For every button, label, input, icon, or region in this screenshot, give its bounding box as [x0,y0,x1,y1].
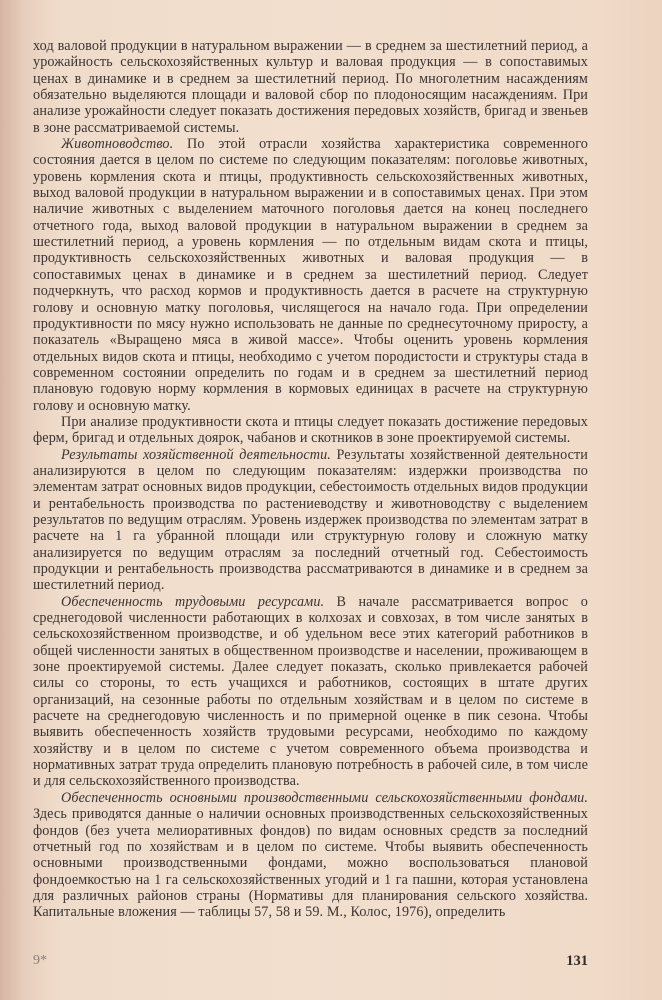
page-footer [33,953,588,970]
paragraph-text: Здесь приводятся данные о наличии основных производственных сельскохозяйственных фондов (без учета мелиоративных фондов) по видам основных средств за последний отчетный год по хозяйствам и в целом по системе. Чтобы выявить обеспеченность основными производственными фондами, можно воспользоваться плановой фондоемкостью на 1 га сельскохозяйственных угодий и 1 га пашни, которая установлена для различных районов страны (Нормативы для планирования сельского хозяйства. Капитальные вложения — таблицы 57, 58 и 59. М., Колос, 1976), определить [33,806,588,921]
paragraph-heading: Результаты хозяйственной деятельности. [61,446,331,463]
paragraph-heading: Животноводство. [61,136,174,153]
paragraph-heading: Обеспеченность трудовыми ресурсами. [61,593,325,610]
paragraph-text: Результаты хозяйственной деятельности анализируются в целом по следующим показателям: издержки производства по элементам затрат основных видов продукции, себестоимость отдельных видов продукции и рентабельность производства по растениеводству и животноводству с выделением результатов по ведущим отраслям. Уровень издержек производства по элементам затрат в расчете на 1 га убранной площади или структурную голову и сложную матку анализируется по ведущим отраслям за последний отчетный год. Себестоимость продукции и рентабельность производства рассматриваются в динамике и в среднем за шестилетний период. [33,446,589,594]
page-body [33,38,588,921]
paragraph-livestock [33,136,588,414]
page-number: 131 [566,953,588,969]
paragraph-productivity-analysis [33,414,588,447]
paragraph-fixed-assets [33,790,588,921]
paragraph-text: В начале рассматривается вопрос о среднегодовой численности работающих в колхозах и совхозах, в том числе занятых в сельскохозяйственном производстве, и об удельном весе этих категорий работников в общей численности занятых в общественном производстве и населении, проживающем в зоне проектируемой системы. Далее следует показать, сколько привлекается рабочей силы со стороны, то есть учащихся и работников, состоящих в штате других организаций, на сезонные работы по отдельным хозяйствам и в целом по системе в расчете на среднегодовую численность и по примерной оценке в пик сезона. Чтобы выявить обеспеченность хозяйств трудовыми ресурсами, необходимо по каждому хозяйству и в целом по системе с учетом современного объема производства и нормативных затрат труда определить плановую потребность в рабочей силе, в том числе и для сельскохозяйственного производства. [33,593,588,790]
paragraph-text: По этой отрасли хозяйства характеристика современного состояния дается в целом по системе по следующим показателям: поголовье животных, уровень кормления скота и птицы, продуктивность сельскохозяйственных животных, выход валовой продукции в натуральном выражении и в сопоставимых ценах. При этом наличие животных с выделением маточного поголовья дается на конец последнего отчетного года, выход валовой продукции в натуральном выражении в среднем за шестилетний период, а уровень кормления — по отдельным видам скота и птицы, продуктивность сельскохозяйственных животных и валовая продукция — в сопоставимых ценах в динамике и в среднем за шестилетний период. Следует подчеркнуть, что расход кормов и продуктивность дается в расчете на структурную голову и основную матку поголовья, числящегося на начало года. При определении продуктивности по мясу нужно использовать не данные по среднесуточному приросту, а показатель «Выращено мяса в живой массе». Чтобы оценить уровень кормления отдельных видов скота и птицы, необходимо с учетом породистости и структуры стада в современном состоянии определить по годам и в среднем за шестилетний период плановую годовую норму кормления в кормовых единицах в расчете на структурную голову и основную матку. [33,136,588,414]
paragraph-economic-results [33,447,588,594]
paragraph-text: ход валовой продукции в натуральном выражении — в среднем за шестилетний период, а урожайность сельскохозяйственных культур и валовая продукция — в сопоставимых ценах в динамике и в среднем за шестилетний период. По многолетним насаждениям обязательно выделяются площади и валовой сбор по плодоносящим насаждениям. При анализе урожайности следует показать достижения передовых хозяйств, бригад и звеньев в зоне рассматриваемой системы. [33,38,588,136]
paragraph-crop-yield [33,38,588,136]
paragraph-labor-resources [33,594,588,790]
signature-mark: 9* [33,953,47,968]
paragraph-heading: Обеспеченность основными производственными сельскохозяйственными фондами. [61,789,588,806]
paragraph-text: При анализе продуктивности скота и птицы следует показать достижение передовых ферм, бригад и отдельных доярок, чабанов и скотников в зоне проектируемой системы. [33,413,588,447]
